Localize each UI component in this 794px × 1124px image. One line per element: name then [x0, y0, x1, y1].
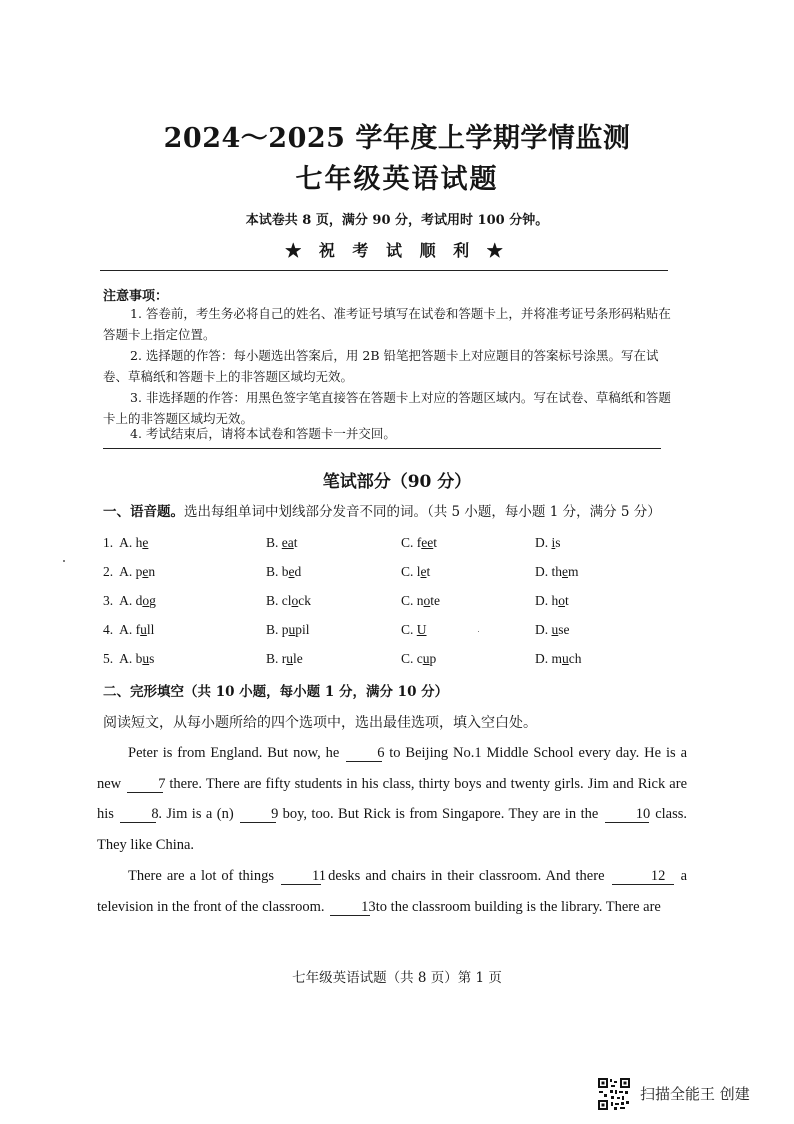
question-row-2	[103, 564, 683, 584]
top-divider	[100, 270, 668, 271]
cloze-text: there. There are fifty students in his class, thirty boys and twenty girls. Jim and Rick are his	[97, 775, 688, 823]
underlined-letters: u	[140, 622, 147, 637]
option-text: A. b	[119, 651, 143, 666]
qr-code-icon	[597, 1077, 631, 1111]
option-d[interactable]	[535, 622, 570, 638]
option-text: se	[558, 622, 570, 637]
option-text: D. h	[535, 593, 559, 608]
option-text: m	[568, 564, 579, 579]
cloze-text: to the classroom building is the library. There are	[375, 898, 661, 915]
part1-heading	[103, 500, 661, 520]
option-a[interactable]	[103, 593, 156, 609]
option-text: p	[429, 651, 437, 666]
option-text: B.	[266, 535, 282, 550]
underlined-letters: e	[420, 564, 427, 579]
notice-item-4: 4. 考试结束后，请将本试卷和答题卡一并交回。	[130, 426, 396, 441]
option-text: s	[555, 535, 561, 550]
underlined-letters: u	[288, 622, 296, 637]
option-c[interactable]	[401, 535, 437, 551]
cloze-text: . Jim is a (n)	[158, 806, 234, 823]
part2-heading-text: 二、完形填空（共 10 小题，每小题 1 分，满分 10 分）	[103, 684, 449, 700]
cloze-paragraph-2	[97, 861, 687, 922]
scan-speck	[63, 560, 65, 562]
notice-item-2: 2. 选择题的作答：每小题选出答案后，用 2B 铅笔把答题卡上对应题目的答案标号涂黑。写在试卷、草稿纸和答题卡上的非答题区域均无效。	[103, 348, 659, 384]
blank-10[interactable]: 10	[605, 806, 649, 823]
cloze-text: boy, too. But Rick is from Singapore. They are in the	[282, 806, 599, 823]
option-text: B. b	[266, 564, 289, 579]
option-b[interactable]	[266, 535, 298, 551]
blank-8[interactable]: 8	[120, 806, 156, 823]
option-text: A. h	[119, 535, 143, 550]
scan-speck	[478, 631, 479, 632]
section-title: 笔试部分（90 分）	[322, 472, 472, 492]
option-c[interactable]	[401, 564, 430, 580]
question-number: 4.	[103, 622, 114, 637]
option-text: A. f	[119, 622, 141, 637]
blank-6[interactable]: 6	[346, 745, 382, 762]
underlined-letters: u	[422, 651, 430, 666]
cloze-text: Peter is from England. But now, he	[128, 745, 340, 761]
underlined-letters: u	[142, 651, 150, 666]
page-footer: 七年级英语试题（共 8 页）第 1 页	[292, 970, 502, 986]
option-text: C. f	[401, 535, 422, 550]
notice-divider	[103, 448, 661, 449]
option-text: ll	[146, 622, 155, 637]
option-text: s	[149, 651, 155, 666]
option-text: D. m	[535, 651, 562, 666]
part1-description: 选出每组单词中划线部分发音不同的词。（共 5 小题，每小题 1 分，满分 5 分）	[184, 504, 661, 520]
option-text: te	[430, 593, 441, 608]
cloze-text: desks and chairs in their classroom. And there	[328, 868, 605, 884]
option-text: ck	[298, 593, 311, 608]
option-text: t	[293, 535, 298, 550]
blank-13[interactable]: 13	[330, 899, 370, 916]
underlined-letters: o	[291, 593, 299, 608]
option-text: le	[293, 651, 303, 666]
option-text: g	[149, 593, 156, 608]
blank-9[interactable]: 9	[240, 806, 276, 823]
question-number: 3.	[103, 593, 114, 608]
exam-info: 本试卷共 8 页，满分 90 分，考试用时 100 分钟。	[245, 213, 549, 228]
blank-7[interactable]: 7	[127, 776, 163, 793]
part2-heading	[103, 680, 448, 700]
underlined-letters: ea	[281, 535, 294, 550]
question-number: 2.	[103, 564, 114, 579]
question-row-4	[103, 622, 683, 642]
option-a[interactable]	[103, 535, 148, 551]
exam-title: 2024～2025 学年度上学期学情监测	[163, 123, 631, 154]
option-a[interactable]	[103, 564, 155, 580]
option-c[interactable]	[401, 651, 436, 667]
underlined-letters: u	[562, 651, 569, 666]
part1-label: 一、语音题。	[103, 504, 184, 520]
exam-subtitle: 七年级英语试题	[295, 164, 499, 195]
question-number: 1.	[103, 535, 114, 550]
underlined-letters: o	[142, 593, 150, 608]
option-c[interactable]	[401, 622, 427, 638]
question-row-3	[103, 593, 683, 613]
option-text: t	[565, 593, 569, 608]
option-text: C. n	[401, 593, 424, 608]
option-b[interactable]	[266, 622, 310, 638]
option-d[interactable]	[535, 651, 582, 667]
part2-instruction: 阅读短文，从每小题所给的四个选项中，选出最佳选项，填入空白处。	[103, 715, 537, 731]
underlined-letters: u	[551, 622, 559, 637]
underlined-letters: ee	[421, 535, 434, 550]
option-b[interactable]	[266, 564, 301, 580]
option-text: C.	[401, 622, 417, 637]
option-text: B. r	[266, 651, 287, 666]
option-text: A. d	[119, 593, 143, 608]
underlined-letters: e	[562, 564, 568, 579]
underlined-letters: e	[288, 564, 295, 579]
notice-heading: 注意事项：	[103, 289, 169, 304]
option-a[interactable]	[103, 651, 154, 667]
cloze-text: There are a lot of things	[128, 868, 274, 884]
question-row-1	[103, 535, 683, 555]
option-text: A. p	[119, 564, 143, 579]
option-text: ch	[568, 651, 582, 666]
option-d[interactable]	[535, 593, 569, 609]
underlined-letters: U	[416, 622, 427, 637]
option-text: pil	[295, 622, 310, 637]
underlined-letters: u	[286, 651, 293, 666]
cloze-text: class. They like China.	[97, 806, 688, 853]
option-text: D.	[535, 535, 552, 550]
option-text: C. l	[401, 564, 421, 579]
option-text: D.	[535, 622, 552, 637]
option-a[interactable]	[103, 622, 154, 638]
underlined-letters: e	[142, 564, 149, 579]
option-b[interactable]	[266, 651, 303, 667]
option-text: t	[426, 564, 431, 579]
scanner-watermark: 扫描全能王 创建	[640, 1085, 750, 1103]
notice-item-1: 1. 答卷前，考生务必将自己的姓名、准考证号填写在试卷和答题卡上，并将准考证号条形码粘贴在答题卡上指定位置。	[103, 306, 671, 342]
cloze-text: to Beijing No.1 Middle School every day. He is a new	[97, 745, 688, 792]
underlined-letters: i	[551, 535, 556, 550]
option-text: d	[294, 564, 302, 579]
underlined-letters: o	[558, 593, 565, 608]
question-row-5	[103, 651, 683, 671]
question-number: 5.	[103, 651, 114, 666]
cloze-paragraph-1	[97, 738, 687, 860]
option-d[interactable]	[535, 564, 579, 580]
option-c[interactable]	[401, 593, 440, 609]
blessing-line: ★ 祝 考 试 顺 利 ★	[285, 241, 509, 260]
option-text: B. cl	[266, 593, 292, 608]
option-text: B. p	[266, 622, 289, 637]
underlined-letters: e	[142, 535, 149, 550]
option-text: C. c	[401, 651, 423, 666]
option-b[interactable]	[266, 593, 311, 609]
option-text: t	[433, 535, 437, 550]
cloze-text: a television in the front of the classroom.	[97, 868, 688, 915]
underlined-letters: o	[423, 593, 431, 608]
option-d[interactable]	[535, 535, 561, 551]
option-text: D. th	[535, 564, 562, 579]
blank-11[interactable]: 11	[281, 868, 321, 885]
notice-item-3: 3. 非选择题的作答：用黑色签字笔直接答在答题卡上对应的答题区域内。写在试卷、草稿纸和答题卡上的非答题区域均无效。	[103, 390, 671, 426]
option-text: n	[148, 564, 156, 579]
blank-12[interactable]: 12	[612, 868, 674, 885]
